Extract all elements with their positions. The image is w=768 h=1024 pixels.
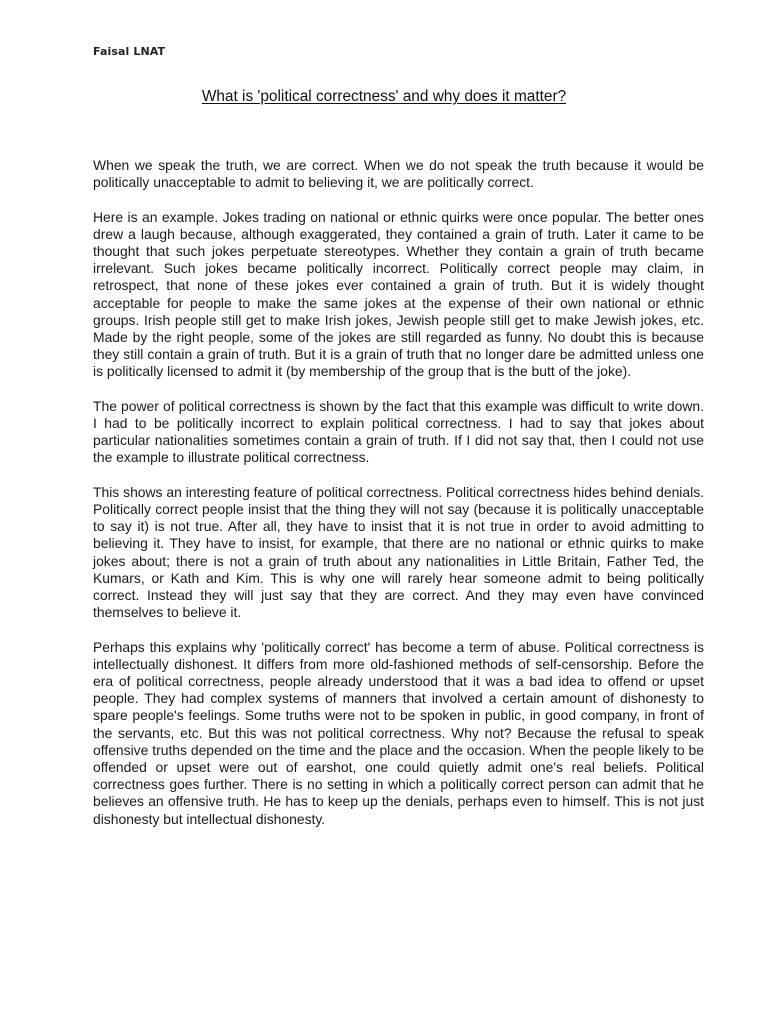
document-body xyxy=(93,157,704,845)
paragraph-1: When we speak the truth, we are correct. When we do not speak the truth because it would be politically unacceptable to admit to believing it, we are politically correct. xyxy=(93,157,704,191)
paragraph-4: This shows an interesting feature of political correctness. Political correctness hides behind denials. Politically correct people insist that the thing they will not say (because it is politically unacceptable to say it) is not true. After all, they have to insist that it is not true in order to avoid admitting to believing it. They have to insist, for example, that there are no national or ethnic quirks to make jokes about; there is not a grain of truth about any nationalities in Little Britain, Father Ted, the Kumars, or Kath and Kim. This is why one will rarely hear someone admit to being politically correct. Instead they will just say that they are correct. And they may even have convinced themselves to believe it. xyxy=(93,483,704,621)
paragraph-3: The power of political correctness is shown by the fact that this example was difficult to write down. I had to be politically incorrect to explain political correctness. I had to say that jokes about particular nationalities sometimes contain a grain of truth. If I did not say that, then I could not use the example to illustrate political correctness. xyxy=(93,397,704,466)
document-title: What is 'political correctness' and why does it matter? xyxy=(201,88,567,105)
paragraph-2: Here is an example. Jokes trading on national or ethnic quirks were once popular. The better ones drew a laugh because, although exaggerated, they contained a grain of truth. Later it came to be thought that such jokes perpetuate stereotypes. Whether they contain a grain of truth became irrelevant. Such jokes became politically incorrect. Politically correct people may claim, in retrospect, that none of these jokes ever contained a grain of truth. But it is widely thought acceptable for people to make the same jokes at the expense of their own national or ethnic groups. Irish people still get to make Irish jokes, Jewish people still get to make Jewish jokes, etc. Made by the right people, some of the jokes are still regarded as funny. No doubt this is because they still contain a grain of truth. But it is a grain of truth that no longer dare be admitted unless one is politically licensed to admit it (by membership of the group that is the butt of the joke). xyxy=(93,208,704,380)
author-header: Faisal LNAT xyxy=(93,45,166,58)
paragraph-5: Perhaps this explains why 'politically correct' has become a term of abuse. Political correctness is intellectually dishonest. It differs from more old-fashioned methods of self-censorship. Before the era of political correctness, people already understood that it was a bad idea to offend or upset people. They had complex systems of manners that involved a certain amount of dishonesty to spare people's feelings. Some truths were not to be spoken in public, in good company, in front of the servants, etc. But this was not political correctness. Why not? Because the refusal to speak offensive truths depended on the time and the place and the occasion. When the people likely to be offended or upset were out of earshot, one could quietly admit one's real beliefs. Political correctness goes further. There is no setting in which a politically correct person can admit that he believes an offensive truth. He has to keep up the denials, perhaps even to himself. This is not just dishonesty but intellectual dishonesty. xyxy=(93,638,704,827)
